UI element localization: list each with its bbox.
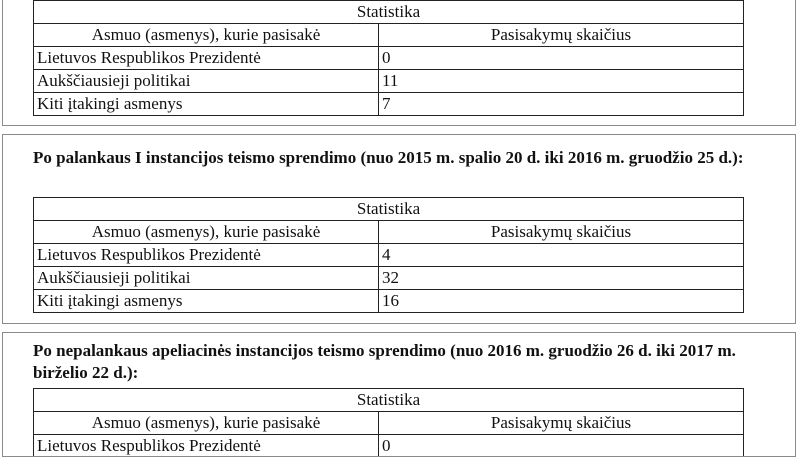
table-row: [34, 267, 744, 290]
count-cell: 0: [379, 47, 744, 70]
statistics-table-3: [33, 388, 744, 457]
statistics-panel-1: [2, 0, 796, 126]
column-header-person: Asmuo (asmenys), kurie pasisakė: [34, 221, 379, 244]
column-header-person: Asmuo (asmenys), kurie pasisakė: [34, 24, 379, 47]
person-cell: Kiti įtakingi asmenys: [34, 93, 379, 116]
section-heading: Po nepalankaus apeliacinės instancijos teismo sprendimo (nuo 2016 m. gruodžio 26 d. iki 2017 m. birželio 22 d.):: [33, 340, 773, 384]
section-heading: Po palankaus I instancijos teismo sprendimo (nuo 2015 m. spalio 20 d. iki 2016 m. gruodžio 25 d.):: [33, 147, 773, 169]
person-cell: Lietuvos Respublikos Prezidentė: [34, 244, 379, 267]
column-header-count: Pasisakymų skaičius: [379, 412, 744, 435]
count-cell: 32: [379, 267, 744, 290]
table-title: Statistika: [34, 1, 744, 24]
table-row: [34, 244, 744, 267]
table-row: [34, 93, 744, 116]
table-title: Statistika: [34, 389, 744, 412]
table-title: Statistika: [34, 198, 744, 221]
table-row: [34, 47, 744, 70]
count-cell: 4: [379, 244, 744, 267]
count-cell: 11: [379, 70, 744, 93]
table-row: [34, 290, 744, 313]
person-cell: Aukščiausieji politikai: [34, 267, 379, 290]
count-cell: 16: [379, 290, 744, 313]
person-cell: Lietuvos Respublikos Prezidentė: [34, 47, 379, 70]
table-row: [34, 70, 744, 93]
column-header-person: Asmuo (asmenys), kurie pasisakė: [34, 412, 379, 435]
statistics-table-2: [33, 197, 744, 313]
count-cell: 7: [379, 93, 744, 116]
person-cell: Kiti įtakingi asmenys: [34, 290, 379, 313]
column-header-count: Pasisakymų skaičius: [379, 221, 744, 244]
column-header-count: Pasisakymų skaičius: [379, 24, 744, 47]
statistics-panel-2: [2, 134, 796, 324]
person-cell: Aukščiausieji politikai: [34, 70, 379, 93]
person-cell: Lietuvos Respublikos Prezidentė: [34, 435, 379, 457]
statistics-panel-3: [2, 332, 796, 457]
statistics-table-1: [33, 0, 744, 116]
table-row: [34, 435, 744, 457]
count-cell: 0: [379, 435, 744, 457]
